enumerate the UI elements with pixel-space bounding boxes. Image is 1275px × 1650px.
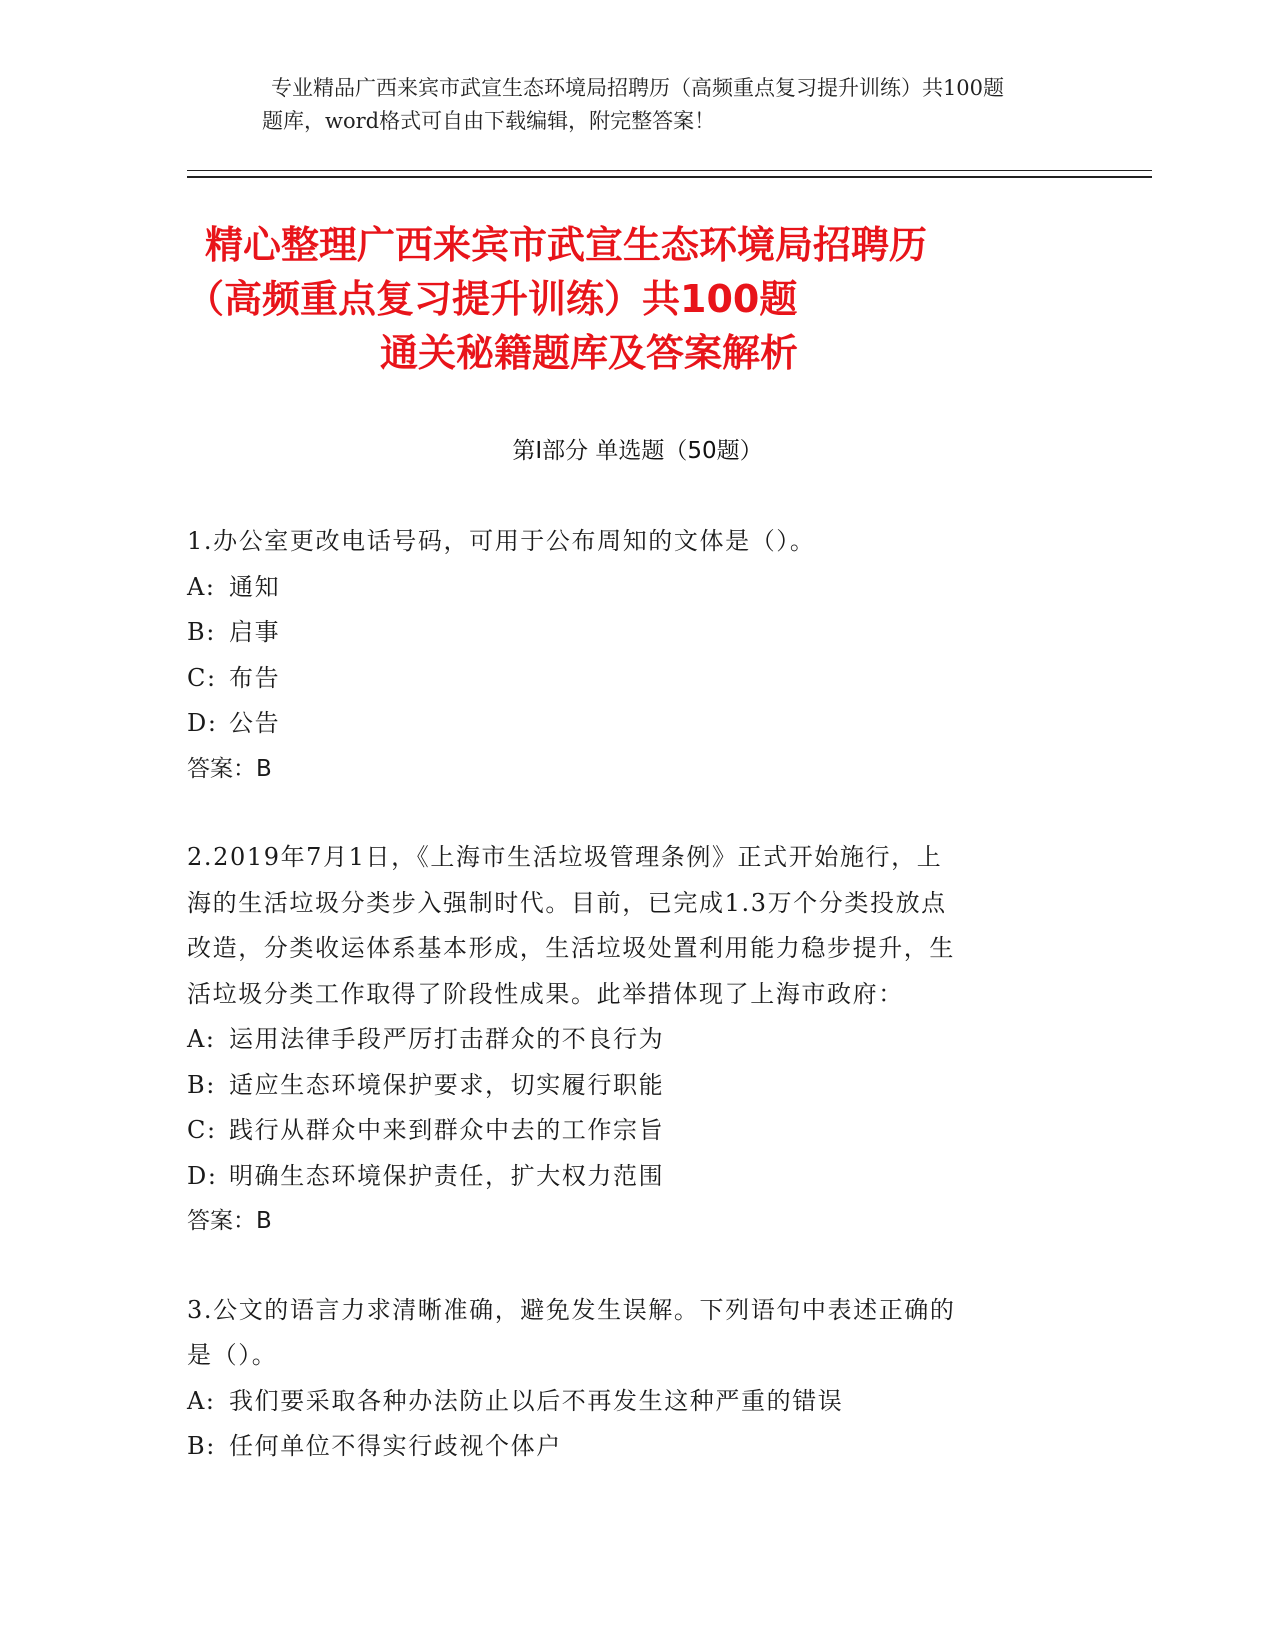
option-key: C:	[187, 663, 217, 692]
option-text: 任何单位不得实行歧视个体户	[229, 1432, 562, 1460]
answer-line: 答案：B	[187, 1208, 272, 1234]
option-key: D:	[187, 1161, 218, 1190]
question-stem-line: 1.办公室更改电话号码，可用于公布周知的文体是（）。	[187, 527, 816, 555]
option-text: 公告	[229, 709, 281, 737]
answer-line: 答案：B	[187, 755, 272, 782]
section-title: 第Ⅰ部分 单选题（50题）	[512, 438, 763, 464]
question-list	[187, 519, 1057, 1470]
option-key: B:	[187, 1432, 216, 1460]
header-line-1: 专业精品广西来宾市武宣生态环境局招聘历（高频重点复习提升训练）共100题	[270, 76, 1005, 100]
header-divider-thick	[187, 176, 1152, 178]
option-key: D:	[187, 709, 218, 737]
title-line-1: 精心整理广西来宾市武宣生态环境局招聘历	[205, 223, 928, 267]
option-text: 我们要采取各种办法防止以后不再发生这种严重的错误	[229, 1386, 844, 1415]
option-text: 通知	[229, 572, 281, 601]
question-3	[187, 1288, 1057, 1470]
question-stem-line: 2.2019年7月1日，《上海市生活垃圾管理条例》正式开始施行，上	[187, 843, 943, 871]
option-d	[187, 1154, 1057, 1200]
option-c	[187, 656, 1057, 702]
option-b	[187, 610, 1057, 656]
option-key: C:	[187, 1116, 217, 1144]
question-1	[187, 519, 1057, 792]
option-text: 启事	[229, 618, 281, 646]
option-b	[187, 1424, 1057, 1470]
page-header	[0, 72, 1275, 138]
option-a	[187, 1379, 1057, 1425]
option-key: A:	[187, 1386, 216, 1415]
option-text: 运用法律手段严厉打击群众的不良行为	[229, 1025, 665, 1053]
option-a	[187, 1017, 1057, 1063]
document-title	[0, 218, 1275, 380]
question-spacer	[187, 792, 1057, 835]
question-2	[187, 835, 1057, 1245]
option-key: A:	[187, 1025, 216, 1053]
question-stem-line: 3.公文的语言力求清晰准确，避免发生误解。下列语句中表述正确的	[187, 1295, 956, 1324]
question-stem-line: 活垃圾分类工作取得了阶段性成果。此举措体现了上海市政府：	[187, 979, 904, 1008]
question-stem-line: 改造，分类收运体系基本形成，生活垃圾处置利用能力稳步提升，生	[187, 934, 955, 962]
question-stem-line: 海的生活垃圾分类步入强制时代。目前，已完成1.3万个分类投放点	[187, 888, 947, 917]
option-text: 布告	[229, 663, 281, 692]
option-key: B:	[187, 618, 216, 646]
option-key: B:	[187, 1070, 216, 1099]
option-b	[187, 1063, 1057, 1109]
option-c	[187, 1108, 1057, 1154]
header-divider-thin	[187, 170, 1152, 171]
question-spacer	[187, 1245, 1057, 1288]
option-key: A:	[187, 572, 216, 601]
option-text: 适应生态环境保护要求，切实履行职能	[229, 1070, 665, 1099]
title-line-2: （高频重点复习提升训练）共100题	[186, 277, 798, 321]
option-text: 明确生态环境保护责任，扩大权力范围	[229, 1161, 665, 1190]
option-d	[187, 701, 1057, 747]
header-line-2: 题库，word格式可自由下载编辑，附完整答案！	[262, 109, 716, 133]
title-line-3: 通关秘籍题库及答案解析	[380, 331, 799, 375]
option-a	[187, 565, 1057, 611]
question-stem-line: 是（）。	[187, 1341, 278, 1369]
option-text: 践行从群众中来到群众中去的工作宗旨	[229, 1116, 665, 1144]
